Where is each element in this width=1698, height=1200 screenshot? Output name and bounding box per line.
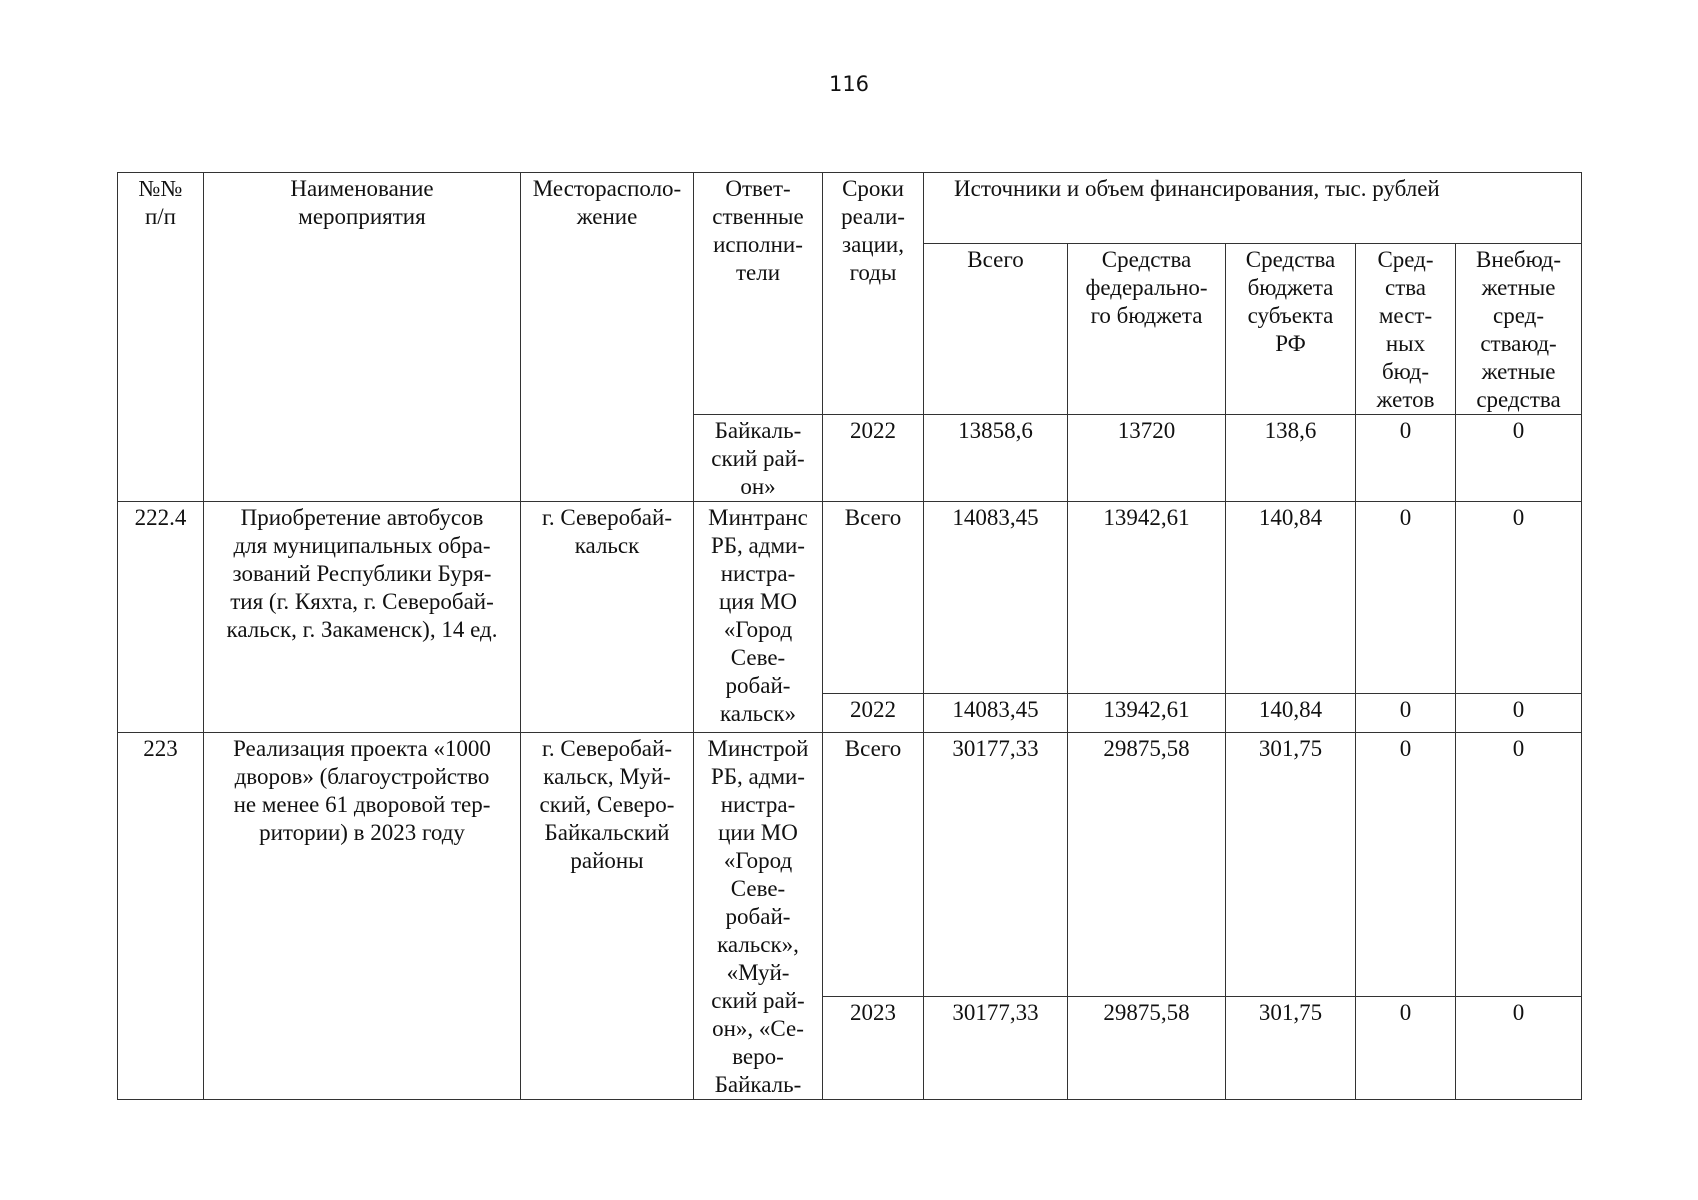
header-financing: Источники и объем финансирования, тыс. рублей: [924, 173, 1582, 244]
header-executors: Ответ- ственные исполни- тели: [694, 173, 823, 415]
header-name: Наименование мероприятия: [204, 173, 521, 502]
header-num: №№ п/п: [118, 173, 204, 502]
header-terms: Сроки реали- зации, годы: [823, 173, 924, 415]
row-executors: Минтранс РБ, адми- нистра- ция МО «Город Севе- робай- кальск»: [694, 502, 823, 733]
header-local: Сред- ства мест- ных бюд- жетов: [1356, 244, 1456, 415]
row-subject: 301,75: [1226, 997, 1356, 1100]
row-total: 30177,33: [924, 733, 1068, 997]
row-local: 0: [1356, 502, 1456, 694]
row-subject: 140,84: [1226, 694, 1356, 733]
row-local: 0: [1356, 733, 1456, 997]
row-total: 30177,33: [924, 997, 1068, 1100]
row-num: 222.4: [118, 502, 204, 733]
header-location: Месторасполо- жение: [521, 173, 694, 502]
cont-extra: 0: [1456, 415, 1582, 502]
row-name: Реализация проекта «1000 дворов» (благоустройство не менее 61 дворовой тер- ритории) в 2023 году: [204, 733, 521, 1100]
header-extrabudget: Внебюд- жетные сред- стваюд- жетные средства: [1456, 244, 1582, 415]
row-num: 223: [118, 733, 204, 1100]
row-location: г. Северобай- кальск, Муй- ский, Северо- Байкальский районы: [521, 733, 694, 1100]
cont-executors: Байкаль- ский рай- он»: [694, 415, 823, 502]
row-term: 2022: [823, 694, 924, 733]
row-extra: 0: [1456, 733, 1582, 997]
cont-year: 2022: [823, 415, 924, 502]
cont-subject: 138,6: [1226, 415, 1356, 502]
row-subject: 301,75: [1226, 733, 1356, 997]
row-federal: 29875,58: [1068, 733, 1226, 997]
row-name: Приобретение автобусов для муниципальных обра- зований Республики Буря- тия (г. Кяхта, г. Северобай- кальск, г. Закаменск), 14 ед.: [204, 502, 521, 733]
table-row: [118, 733, 1582, 997]
cont-total: 13858,6: [924, 415, 1068, 502]
row-executors: Минстрой РБ, адми- нистра- ции МО «Город Севе- робай- кальск», «Муй- ский рай- он», «Се- веро- Байкаль-: [694, 733, 823, 1100]
table-row: [118, 502, 1582, 694]
header-subject: Средства бюджета субъекта РФ: [1226, 244, 1356, 415]
row-term: Всего: [823, 502, 924, 694]
row-federal: 13942,61: [1068, 502, 1226, 694]
row-location: г. Северобай- кальск: [521, 502, 694, 733]
row-term: 2023: [823, 997, 924, 1100]
page-number: 116: [828, 72, 870, 96]
row-extra: 0: [1456, 502, 1582, 694]
row-term: Всего: [823, 733, 924, 997]
row-federal: 29875,58: [1068, 997, 1226, 1100]
row-extra: 0: [1456, 694, 1582, 733]
row-federal: 13942,61: [1068, 694, 1226, 733]
row-subject: 140,84: [1226, 502, 1356, 694]
cont-federal: 13720: [1068, 415, 1226, 502]
header-federal: Средства федерально- го бюджета: [1068, 244, 1226, 415]
row-total: 14083,45: [924, 502, 1068, 694]
row-extra: 0: [1456, 997, 1582, 1100]
row-local: 0: [1356, 997, 1456, 1100]
cont-local: 0: [1356, 415, 1456, 502]
row-total: 14083,45: [924, 694, 1068, 733]
financing-table: [117, 172, 1582, 1100]
row-local: 0: [1356, 694, 1456, 733]
header-total: Всего: [924, 244, 1068, 415]
